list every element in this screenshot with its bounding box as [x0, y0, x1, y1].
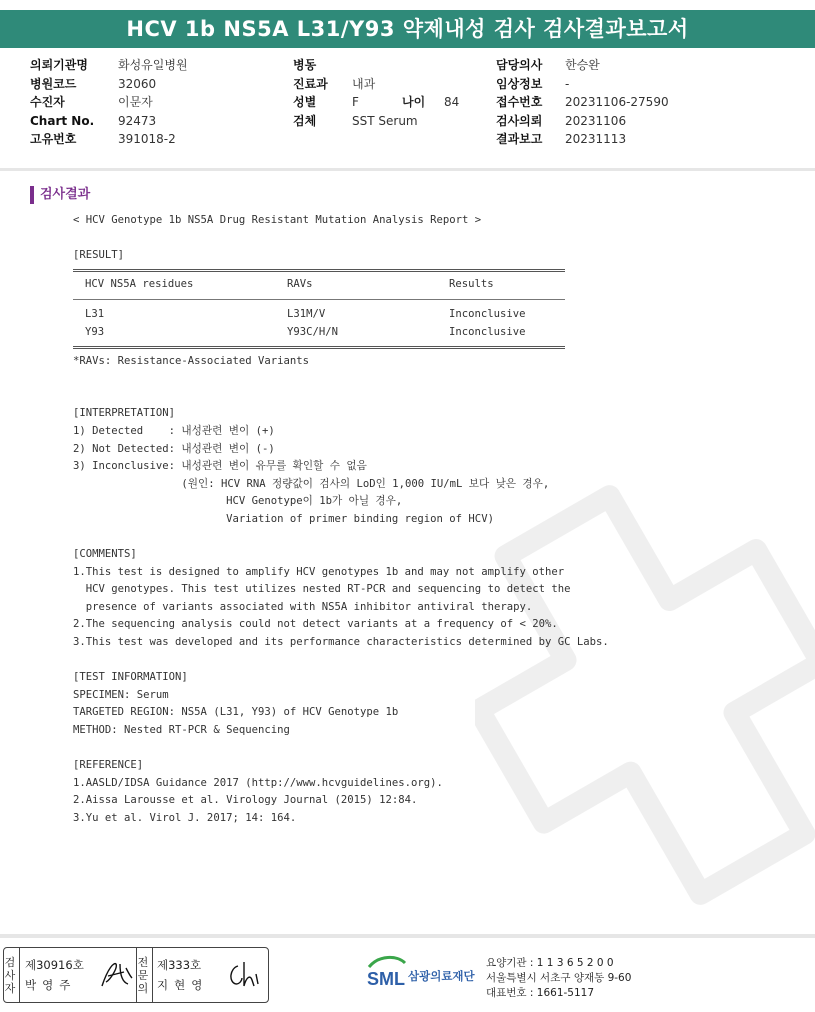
- chart-no-value: 92473: [118, 113, 157, 128]
- comment-line: 2.The sequencing analysis could not detect variants at a frequency of < 20%.: [73, 618, 558, 631]
- comments-label: [COMMENTS]: [73, 548, 137, 561]
- comment-line: 3.This test was developed and its performance characteristics determined by GC Labs.: [73, 636, 609, 649]
- reference-line: 2.Aissa Larousse et al. Virology Journal (2015) 12:84.: [73, 794, 418, 807]
- interpretation-line: 3) Inconclusive: 내성관련 변이 유무를 확인할 수 없음: [73, 460, 367, 473]
- unique-id-value: 391018-2: [118, 132, 176, 146]
- reference-line: 1.AASLD/IDSA Guidance 2017 (http://www.hcvguidelines.org).: [73, 776, 443, 789]
- footer-divider: [0, 934, 815, 938]
- interpretation-line: HCV Genotype이 1b가 아닐 경우,: [73, 495, 403, 508]
- patient-value: 이문자: [118, 95, 153, 109]
- age-value: 84: [444, 95, 460, 109]
- receipt-no-value: 20231106-27590: [565, 95, 669, 109]
- sml-logo-icon: [365, 955, 409, 995]
- logo-text: SML: [367, 969, 405, 989]
- report-heading: < HCV Genotype 1b NS5A Drug Resistant Mutation Analysis Report >: [73, 214, 482, 226]
- header-divider: [0, 168, 815, 171]
- info-row-specimen: [293, 112, 459, 131]
- signer1-signature: [98, 958, 134, 992]
- sex-value: F: [352, 95, 359, 109]
- hospital-code-label: 병원코드: [30, 76, 77, 91]
- report-title: HCV 1b NS5A L31/Y93 약제내성 검사 검사결과보고서: [0, 10, 815, 48]
- institution-value: 화성유일병원: [118, 58, 188, 72]
- comment-line: 1.This test is designed to amplify HCV genotypes 1b and may not amplify other: [73, 565, 565, 578]
- contact-line: 서울특별시 서초구 양재동 9-60: [486, 972, 632, 984]
- unique-id-label: 고유번호: [30, 132, 77, 146]
- age-label: 나이: [402, 95, 426, 109]
- table-header-rule: [73, 299, 565, 300]
- dept-value: 내과: [352, 76, 376, 91]
- info-row-hospital-code: [30, 75, 188, 94]
- contact-info: [486, 956, 631, 1001]
- signer1-role: [4, 948, 20, 1002]
- dept-label: 진료과: [293, 76, 328, 91]
- patient-info-col3: [496, 56, 669, 149]
- cell-result: Inconclusive: [449, 325, 526, 338]
- signer1-license: 제30916호: [25, 958, 84, 972]
- table-row: [73, 306, 673, 324]
- interpretation-line: Variation of primer binding region of HCV): [73, 512, 494, 525]
- info-row-physician: [496, 56, 669, 75]
- info-row-chart-no: [30, 112, 188, 131]
- signature-box: [3, 947, 269, 1003]
- signer2-cell: [152, 948, 268, 1002]
- table-row: [73, 324, 673, 342]
- header-results: Results: [449, 277, 494, 290]
- ward-label: 병동: [293, 58, 317, 72]
- info-row-sex-age: [293, 93, 459, 112]
- cell-rav: Y93C/H/N: [287, 325, 339, 338]
- request-date-value: 20231106: [565, 113, 627, 128]
- specimen-label: 검체: [293, 113, 317, 128]
- info-row-unique-id: [30, 130, 188, 149]
- institution-label: 의뢰기관명: [30, 58, 88, 72]
- header-ravs: RAVs: [287, 277, 313, 290]
- signer2-name: 지현영: [157, 978, 209, 992]
- patient-info-col1: [30, 56, 188, 149]
- receipt-no-label: 접수번호: [496, 95, 543, 109]
- test-info-label: [TEST INFORMATION]: [73, 671, 188, 684]
- physician-value: 한승완: [565, 58, 600, 72]
- contact-line: 대표번호 : 1661-5117: [486, 987, 595, 999]
- clinical-info-label: 임상정보: [496, 76, 543, 91]
- patient-label: 수진자: [30, 95, 65, 109]
- result-table-header: [73, 276, 673, 294]
- table-top-rule: [73, 269, 565, 272]
- sex-label: 성별: [293, 95, 317, 109]
- reference-line: 3.Yu et al. Virol J. 2017; 14: 164.: [73, 812, 297, 824]
- section-title-results: 검사결과: [30, 186, 90, 204]
- cell-residue: Y93: [85, 325, 105, 338]
- comment-line: presence of variants associated with NS5A inhibitor antiviral therapy.: [73, 600, 533, 613]
- signer2-role: [136, 948, 153, 1002]
- physician-label: 담당의사: [496, 58, 543, 72]
- report-date-value: 20231113: [565, 132, 627, 146]
- header-residues: HCV NS5A residues: [85, 277, 194, 290]
- info-row-request-date: [496, 112, 669, 131]
- interpretation-label: [INTERPRETATION]: [73, 407, 176, 420]
- info-row-clinical-info: [496, 75, 669, 94]
- signer1-cell: [20, 948, 136, 1002]
- signer1-role-text: 검사자: [4, 955, 16, 995]
- cell-residue: L31: [85, 308, 105, 321]
- cell-rav: L31M/V: [287, 308, 326, 321]
- report-body: [73, 212, 673, 828]
- comment-line: HCV genotypes. This test utilizes nested RT-PCR and sequencing to detect the: [73, 583, 571, 596]
- info-row-institution: [30, 56, 188, 75]
- reference-label: [REFERENCE]: [73, 759, 144, 772]
- info-row-receipt-no: [496, 93, 669, 112]
- chart-no-label: Chart No.: [30, 113, 95, 128]
- report-date-label: 결과보고: [496, 132, 543, 146]
- cell-result: Inconclusive: [449, 308, 526, 321]
- hospital-code-value: 32060: [118, 76, 157, 91]
- specimen-value: SST Serum: [352, 113, 418, 128]
- info-row-patient: [30, 93, 188, 112]
- test-info-line: SPECIMEN: Serum: [73, 688, 169, 701]
- info-row-ward: [293, 56, 459, 75]
- interpretation-line: 1) Detected : 내성관련 변이 (+): [73, 424, 275, 437]
- signer2-signature: [224, 958, 264, 992]
- request-date-label: 검사의뢰: [496, 113, 543, 128]
- signer1-name: 박영주: [25, 978, 77, 992]
- ravs-footnote: *RAVs: Resistance-Associated Variants: [73, 354, 309, 367]
- info-row-dept: [293, 75, 459, 94]
- clinical-info-value: -: [565, 76, 570, 91]
- org-name: 삼광의료재단: [408, 969, 475, 983]
- signer2-role-text: 전문의: [137, 955, 149, 995]
- result-label: [RESULT]: [73, 249, 125, 262]
- info-row-report-date: [496, 130, 669, 149]
- test-info-line: METHOD: Nested RT-PCR & Sequencing: [73, 724, 290, 737]
- interpretation-line: 2) Not Detected: 내성관련 변이 (-): [73, 442, 275, 455]
- test-info-line: TARGETED REGION: NS5A (L31, Y93) of HCV Genotype 1b: [73, 706, 399, 719]
- interpretation-line: (원인: HCV RNA 정량값이 검사의 LoD인 1,000 IU/mL 보다 낮은 경우,: [73, 477, 550, 490]
- contact-line: 요양기관 : 1 1 3 6 5 2 0 0: [486, 957, 614, 969]
- table-bottom-rule: [73, 346, 565, 349]
- patient-info-col2: [293, 56, 459, 130]
- signer2-license: 제333호: [157, 958, 202, 972]
